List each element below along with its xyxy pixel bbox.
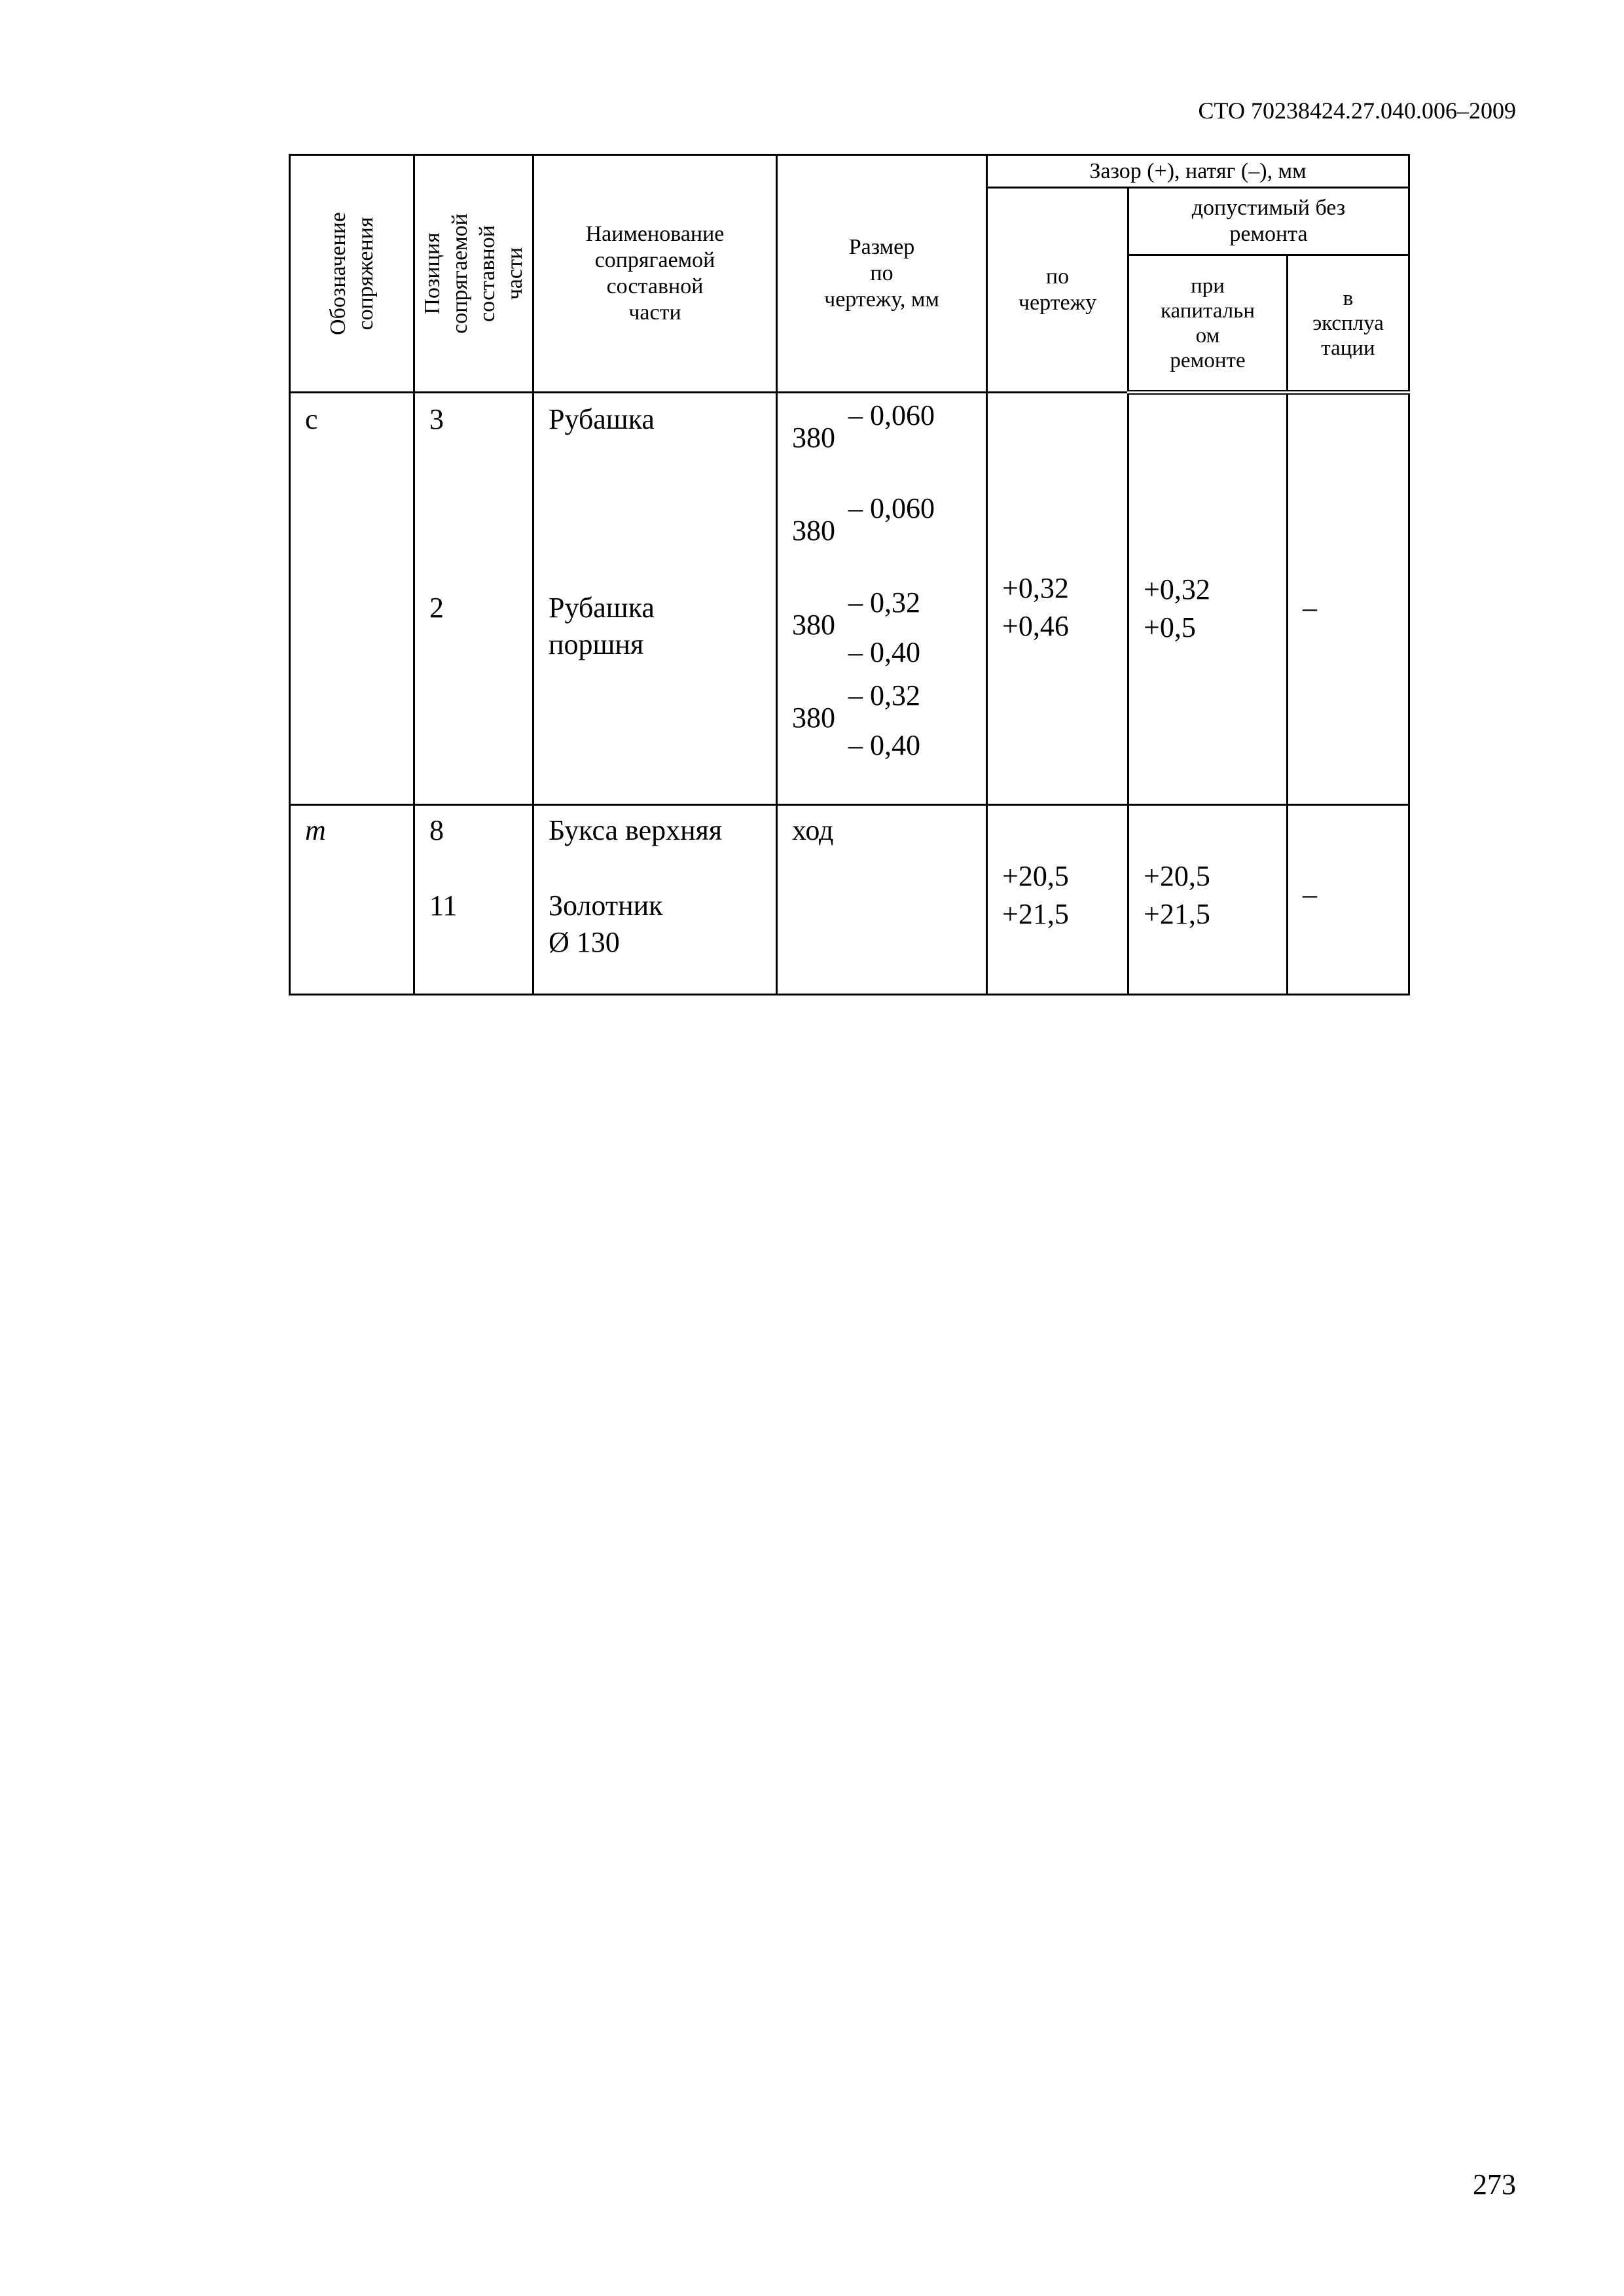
row-size-cell: [777, 805, 987, 995]
row-name-cell: [533, 393, 777, 805]
header-by-drawing-text: по чертежу: [1018, 264, 1097, 315]
header-capital-repair-text: при капитальн ом ремонте: [1160, 274, 1255, 372]
part-name: Букса верхняя: [549, 814, 723, 846]
part-name: Золотник Ø 130: [549, 889, 663, 958]
row-designation-cell: [290, 805, 414, 995]
page-number: 273: [1473, 2168, 1516, 2200]
row-name-cell: [533, 805, 777, 995]
clearance-value: –: [1303, 878, 1317, 910]
row-position-cell: [414, 393, 533, 805]
size-text: ход: [792, 814, 834, 846]
header-designation-text: Обозначение сопряжения: [325, 212, 378, 335]
clearance-value: +0,5: [1144, 611, 1196, 643]
header-drawing-size: [777, 155, 987, 393]
clearance-value: +20,5: [1002, 860, 1069, 892]
size-nominal: 380: [792, 514, 835, 547]
size-upper-deviation: – 0,060: [848, 492, 935, 524]
document-code: СТО 70238424.27.040.006–2009: [1198, 98, 1516, 124]
row-by-drawing-cell: [987, 805, 1128, 995]
clearance-value: +0,46: [1002, 610, 1069, 642]
row-capital-repair-cell: [1128, 393, 1288, 805]
size-lower-deviation: – 0,40: [848, 729, 920, 761]
row-by-drawing-cell: [987, 393, 1128, 805]
position-value: 2: [429, 592, 444, 624]
size-upper-deviation: – 0,32: [848, 586, 920, 619]
header-capital-repair: [1128, 255, 1288, 393]
mating-parts-table: [289, 154, 1410, 996]
row-size-cell: [777, 393, 987, 805]
position-value: 11: [429, 889, 458, 922]
clearance-value: +0,32: [1144, 573, 1210, 605]
row-position-cell: [414, 805, 533, 995]
part-name: Рубашка: [549, 403, 655, 435]
size-upper-deviation: – 0,060: [848, 399, 935, 431]
row-designation-cell: [290, 393, 414, 805]
header-in-operation: [1288, 255, 1409, 393]
table-row: [290, 393, 1409, 805]
header-drawing-size-text: Размер по чертежу, мм: [824, 235, 939, 312]
row-in-operation-cell: [1288, 393, 1409, 805]
header-clearance-group-text: Зазор (+), натяг (–), мм: [1089, 158, 1307, 183]
table-row: [290, 805, 1409, 995]
position-value: 3: [429, 403, 444, 435]
header-position-text: Позиция сопрягаемой составной части: [420, 213, 527, 334]
header-part-name-text: Наименование сопрягаемой составной части: [585, 222, 725, 325]
row-designation: с: [305, 403, 318, 435]
header-by-drawing: [987, 188, 1128, 393]
header-designation: [290, 155, 414, 393]
header-position: [414, 155, 533, 393]
header-allowed-without-repair: [1128, 188, 1409, 255]
header-part-name: [533, 155, 777, 393]
header-clearance-group: [987, 155, 1409, 188]
header-allowed-without-repair-text: допустимый без ремонта: [1191, 196, 1346, 246]
row-capital-repair-cell: [1128, 805, 1288, 995]
part-name: Рубашка поршня: [549, 592, 655, 660]
size-nominal: 380: [792, 422, 835, 454]
clearance-value: +21,5: [1002, 898, 1069, 930]
size-lower-deviation: – 0,40: [848, 636, 920, 668]
size-nominal: 380: [792, 609, 835, 641]
clearance-value: +0,32: [1002, 572, 1069, 604]
size-upper-deviation: – 0,32: [848, 679, 920, 711]
position-value: 8: [429, 814, 444, 846]
size-nominal: 380: [792, 702, 835, 734]
row-designation: m: [305, 814, 326, 846]
clearance-value: –: [1303, 592, 1317, 624]
header-in-operation-text: в эксплуа тации: [1312, 286, 1384, 360]
row-in-operation-cell: [1288, 805, 1409, 995]
clearance-value: +20,5: [1144, 860, 1210, 892]
clearance-value: +21,5: [1144, 898, 1210, 930]
